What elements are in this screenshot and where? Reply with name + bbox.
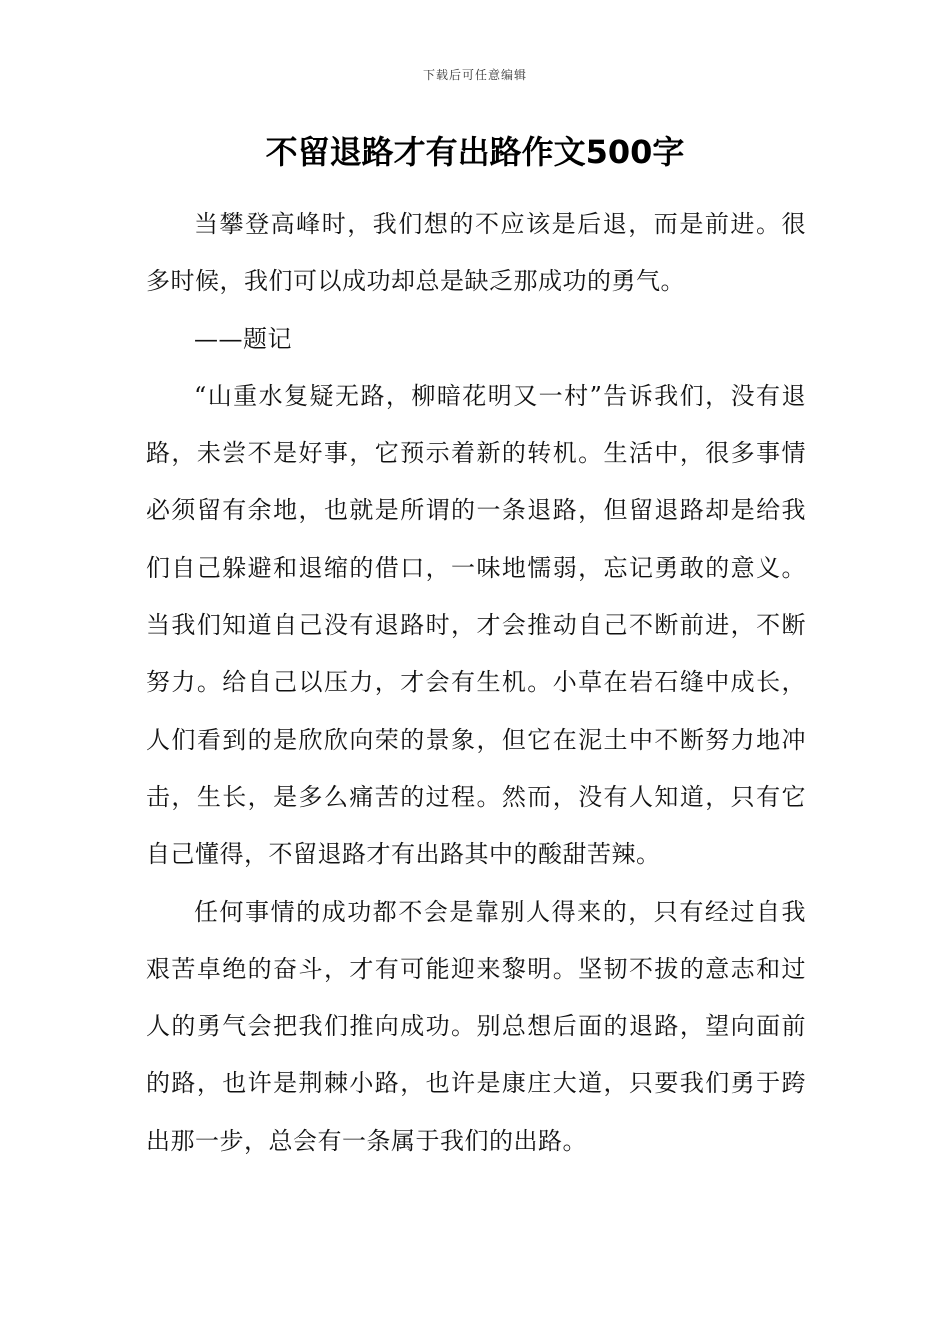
document-title: 不留退路才有出路作文500字 (265, 133, 685, 171)
document-body (146, 196, 806, 1170)
body-paragraph-2: 任何事情的成功都不会是靠别人得来的，只有经过自我艰苦卓绝的奋斗，才有可能迎来黎明。坚韧不拔的意志和过人的勇气会把我们推向成功。别总想后面的退路，望向面前的路，也许是荆棘小路，也许是康庄大道，只要我们勇于跨出那一步，总会有一条属于我们的出路。 (146, 897, 806, 1155)
intro-paragraph: 当攀登高峰时，我们想的不应该是后退，而是前进。很多时候，我们可以成功却总是缺乏那成功的勇气。 (146, 210, 806, 296)
body-paragraph-1: “山重水复疑无路，柳暗花明又一村”告诉我们，没有退路，未尝不是好事，它预示着新的转机。生活中，很多事情必须留有余地，也就是所谓的一条退路，但留退路却是给我们自己躲避和退缩的借口，一味地懦弱，忘记勇敢的意义。当我们知道自己没有退路时，才会推动自己不断前进，不断努力。给自己以压力，才会有生机。小草在岩石缝中成长，人们看到的是欣欣向荣的景象，但它在泥土中不断努力地冲击，生长，是多么痛苦的过程。然而，没有人知道，只有它自己懂得，不留退路才有出路其中的酸甜苦辣。 (146, 381, 806, 869)
header-note: 下载后可任意编辑 (422, 68, 527, 82)
epigraph-attribution: ——题记 (194, 324, 292, 353)
